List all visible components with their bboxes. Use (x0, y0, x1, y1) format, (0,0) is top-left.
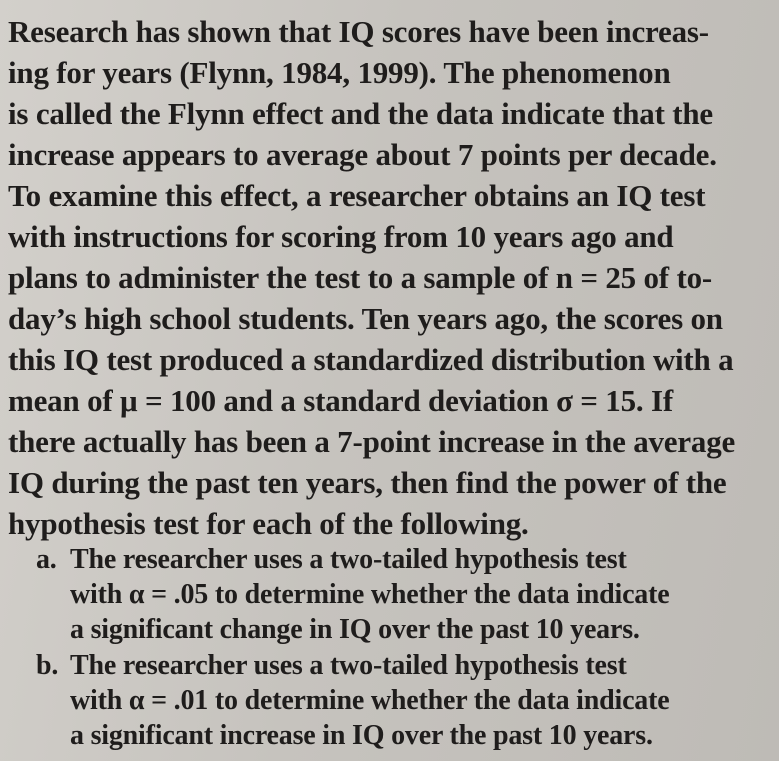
problem-line-8: day’s high school students. Ten years ago, the scores on (8, 301, 723, 336)
part-a-line-3: a significant change in IQ over the past 10 years. (70, 614, 640, 645)
problem-line-12: IQ during the past ten years, then find the power of the (8, 465, 727, 500)
part-b-label: b. (36, 650, 59, 681)
problem-line-1: Research has shown that IQ scores have been increas- (8, 14, 709, 49)
part-b-line-2: with α = .01 to determine whether the data indicate (70, 685, 670, 716)
problem-line-11: there actually has been a 7-point increase in the average (8, 424, 736, 459)
part-a-label: a. (36, 544, 57, 575)
problem-line-5: To examine this effect, a researcher obtains an IQ test (8, 178, 706, 213)
part-a-line-1: The researcher uses a two-tailed hypothesis test (70, 544, 627, 575)
part-b-line-3: a significant increase in IQ over the past 10 years. (70, 720, 653, 751)
problem-line-7: plans to administer the test to a sample of n = 25 of to- (8, 260, 713, 295)
problem-line-3: is called the Flynn effect and the data indicate that the (8, 96, 713, 131)
problem-line-10: mean of μ = 100 and a standard deviation σ = 15. If (8, 383, 673, 418)
part-b-line-1: The researcher uses a two-tailed hypothesis test (70, 650, 627, 681)
problem-line-6: with instructions for scoring from 10 years ago and (8, 219, 674, 254)
problem-line-4: increase appears to average about 7 points per decade. (8, 137, 717, 172)
problem-line-2: ing for years (Flynn, 1984, 1999). The phenomenon (8, 55, 671, 90)
part-a-line-2: with α = .05 to determine whether the data indicate (70, 579, 670, 610)
problem-line-13: hypothesis test for each of the following. (8, 506, 529, 541)
problem-line-9: this IQ test produced a standardized distribution with a (8, 342, 734, 377)
